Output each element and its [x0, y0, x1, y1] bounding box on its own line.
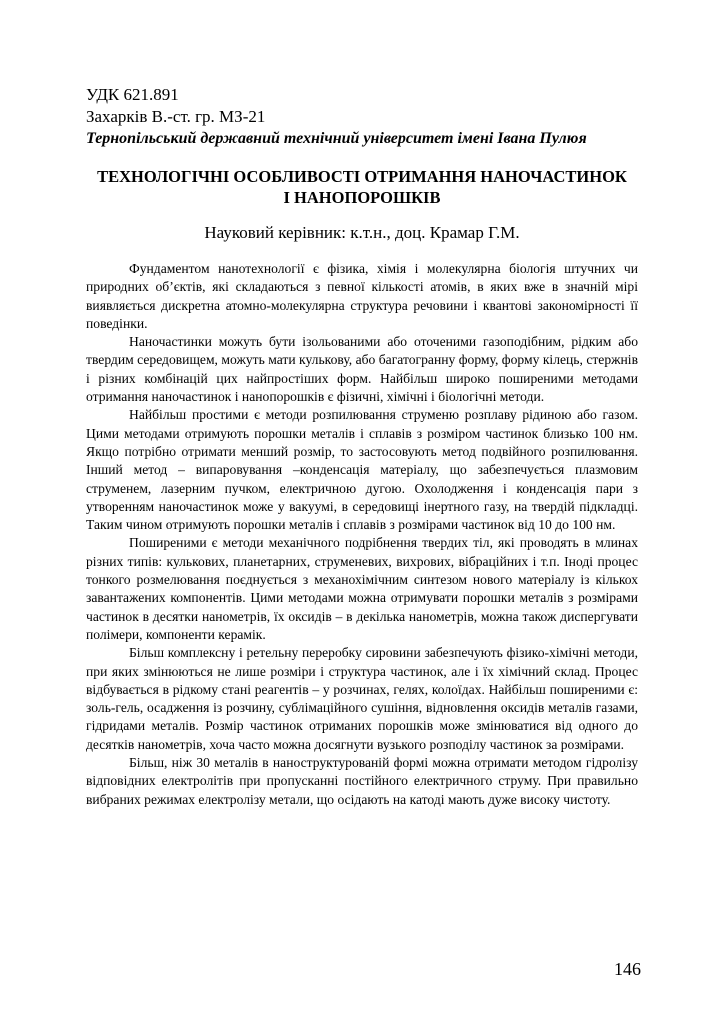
paragraph-4: Поширеними є методи механічного подрібнення твердих тіл, які проводять в млинах різних типів: кулькових, планетарних, струменевих, вихрових, вібраційних і т.п. Іноді процес тонкого розмелювання поєднується з механохімічним синтезом нового матеріалу із кількох завантажених компонентів. Цими методами можна отримувати порошки металів з розмірами частинок в десятки нанометрів, їх оксидів – в декілька нанометрів, можна також диспергувати полімери, компоненти керамік. [86, 535, 638, 642]
article-title [86, 166, 638, 208]
body-text [86, 260, 638, 809]
paragraph-3: Найбільш простими є методи розпилювання струменю розплаву рідиною або газом. Цими методами отримують порошки металів і сплавів з розміром частинок близько 100 нм. Якщо потрібно отримати менший розмір, то застосовують метод подвійного розпилювання. Інший метод – випаровування –конденсація матеріалу, що забезпечується плазмовим струменем, лазерним пучком, електричною дугою. Охолодження і конденсація пари з утворенням наночастинок може у вакуумі, в середовищі інертного газу, на твердій підкладці. Таким чином отримують порошки металів і сплавів з розмірами частинок від 10 до 100 нм. [86, 407, 638, 533]
author-line: Захарків В.-ст. гр. МЗ-21 [86, 107, 266, 126]
affiliation: Тернопільський державний технічний університет імені Івана Пулюя [86, 130, 587, 147]
title-line-2: І НАНОПОРОШКІВ [283, 188, 441, 207]
supervisor-line: Науковий керівник: к.т.н., доц. Крамар Г.М. [204, 223, 520, 242]
paragraph-1: Фундаментом нанотехнології є фізика, хімія і молекулярна біологія штучних чи природних об’єктів, які складаються з певної кількості атомів, в яких вже в значній мірі виявляється дискретна атомно-молекулярна структура речовини і квантові закономірності її поведінки. [86, 261, 638, 331]
paragraph-6: Більш, ніж 30 металів в наноструктурованій формі можна отримати методом гідролізу відповідних електролітів при пропусканні постійного електричного струму. При правильно вибраних режимах електролізу метали, що осідають на катоді мають дуже високу чистоту. [86, 755, 638, 807]
paragraph-2: Наночастинки можуть бути ізольованими або оточеними газоподібним, рідким або твердим середовищем, можуть мати кулькову, або багатогранну форму, форму кілець, стержнів і різних комбінацій цих найпростіших форм. Найбільш широко поширеними методами отримання наночастинок і нанопорошків є фізичні, хімічні і біологічні методи. [86, 334, 638, 405]
paragraph-5: Більш комплексну і ретельну переробку сировини забезпечують фізико-хімічні методи, при яких змінюються не лише розміри і структура частинок, але і їх хімічний склад. Процес відбувається в рідкому стані реагентів – у розчинах, гелях, колоїдах. Найбільш поширеними є: золь-гель, осадження із розчину, сублімаційного сушіння, відновлення оксидів металів газами, гідридами металів. Розмір частинок отриманих порошків може змінюватися від одного до десятків нанометрів, хоча часто можна досягнути вузького розподілу частинок за розмірами. [86, 645, 638, 752]
document-page [86, 84, 638, 809]
udc-code: УДК 621.891 [86, 85, 179, 104]
title-line-1: ТЕХНОЛОГІЧНІ ОСОБЛИВОСТІ ОТРИМАННЯ НАНОЧАСТИНОК [97, 167, 627, 186]
page-number: 146 [614, 959, 641, 979]
